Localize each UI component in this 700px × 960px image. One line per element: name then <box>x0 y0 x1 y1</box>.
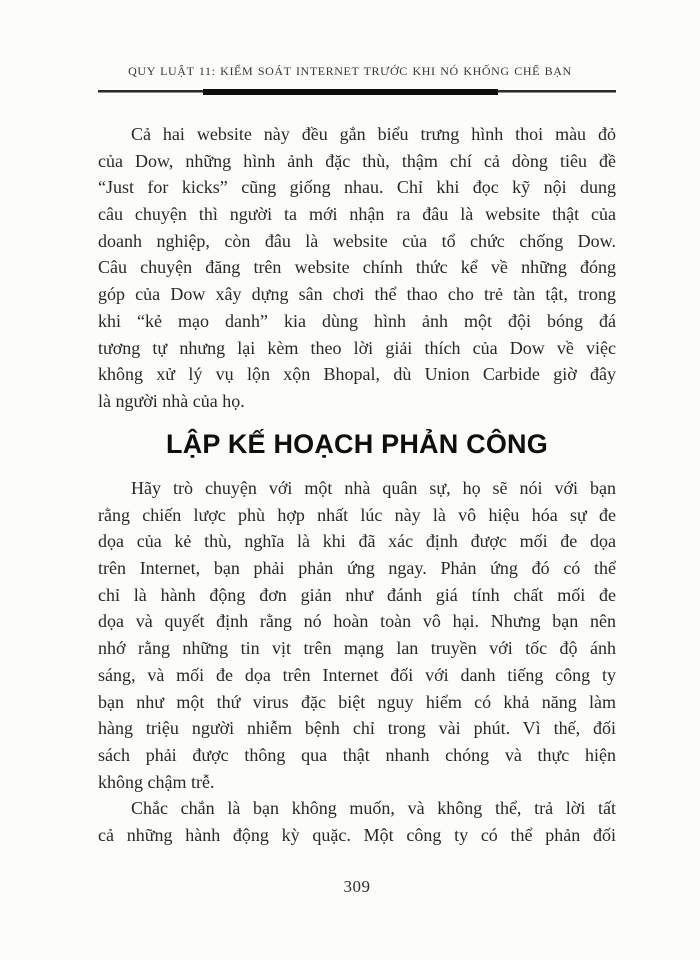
body-line: doanh nghiệp, còn đâu là website của tổ chức chống Dow. <box>98 230 616 251</box>
body-line: nhớ rằng những tin vịt trên mạng lan truyền với tốc độ ánh <box>98 638 616 659</box>
page-number: 309 <box>343 877 371 896</box>
body-line: Câu chuyện đăng trên website chính thức kể về những đóng <box>98 257 616 278</box>
body-line: Hãy trò chuyện với một nhà quân sự, họ sẽ nói với bạn <box>131 478 616 498</box>
body-line: trên Internet, bạn phải phản ứng ngay. Phản ứng đó có thể <box>98 558 616 579</box>
body-line: khi “kẻ mạo danh” kia dùng hình ảnh một đội bóng đá <box>98 310 616 331</box>
body-line: sáng, và mối đe dọa trên Internet đối với danh tiếng công ty <box>98 664 616 685</box>
body-line: rằng chiến lược phù hợp nhất lúc này là vô hiệu hóa sự đe <box>98 504 616 525</box>
body-line: của Dow, những hình ảnh đặc thù, thậm chí cả dòng tiêu đề <box>98 150 616 171</box>
body-line: góp của Dow xây dựng sân chơi thể thao cho trẻ tàn tật, trong <box>98 284 616 305</box>
body-line: “Just for kicks” cũng giống nhau. Chỉ khi đọc kỹ nội dung <box>98 177 616 198</box>
header-rule-thick-line <box>203 89 498 95</box>
body-line: câu chuyện thì người ta mới nhận ra đâu là website thật của <box>98 204 616 225</box>
running-header: QUY LUẬT 11: KIỂM SOÁT INTERNET TRƯỚC KHI NÓ KHỐNG CHẾ BẠN <box>128 64 572 78</box>
body-line: sách phải được thông qua thật nhanh chóng và thực hiện <box>98 744 616 765</box>
body-line: Cả hai website này đều gắn biểu trưng hình thoi màu đỏ <box>131 124 616 144</box>
paragraph-1 <box>98 121 616 415</box>
paragraph-3 <box>98 795 616 848</box>
body-line: không xử lý vụ lộn xộn Bhopal, dù Union Carbide giờ đây <box>98 364 616 385</box>
body-line: chỉ là hành động đơn giản như đánh giá tính chất mối đe <box>98 584 616 605</box>
body-line: là người nhà của họ. <box>98 390 245 411</box>
body-line: hàng triệu người nhiễm bệnh chỉ trong vài phút. Vì thế, đối <box>98 718 616 739</box>
body-line: tương tự nhưng lại kèm theo lời giải thích của Dow về việc <box>98 337 616 358</box>
body-line: Chắc chắn là bạn không muốn, và không thể, trả lời tất <box>131 798 616 818</box>
body-line: cả những hành động kỳ quặc. Một công ty có thể phản đối <box>98 824 616 845</box>
body-line: không chậm trễ. <box>98 771 215 792</box>
section-heading: LẬP KẾ HOẠCH PHẢN CÔNG <box>166 429 548 459</box>
body-line: dọa và quyết định rằng nó hoàn toàn vô hại. Nhưng bạn nên <box>98 611 616 632</box>
paragraph-2 <box>98 475 616 795</box>
body-line: dọa của kẻ thù, nghĩa là khi đã xác định được mối đe dọa <box>98 531 616 552</box>
header-rule <box>98 89 616 95</box>
body-line: bạn như một thứ virus đặc biệt nguy hiểm có khả năng làm <box>98 691 616 712</box>
